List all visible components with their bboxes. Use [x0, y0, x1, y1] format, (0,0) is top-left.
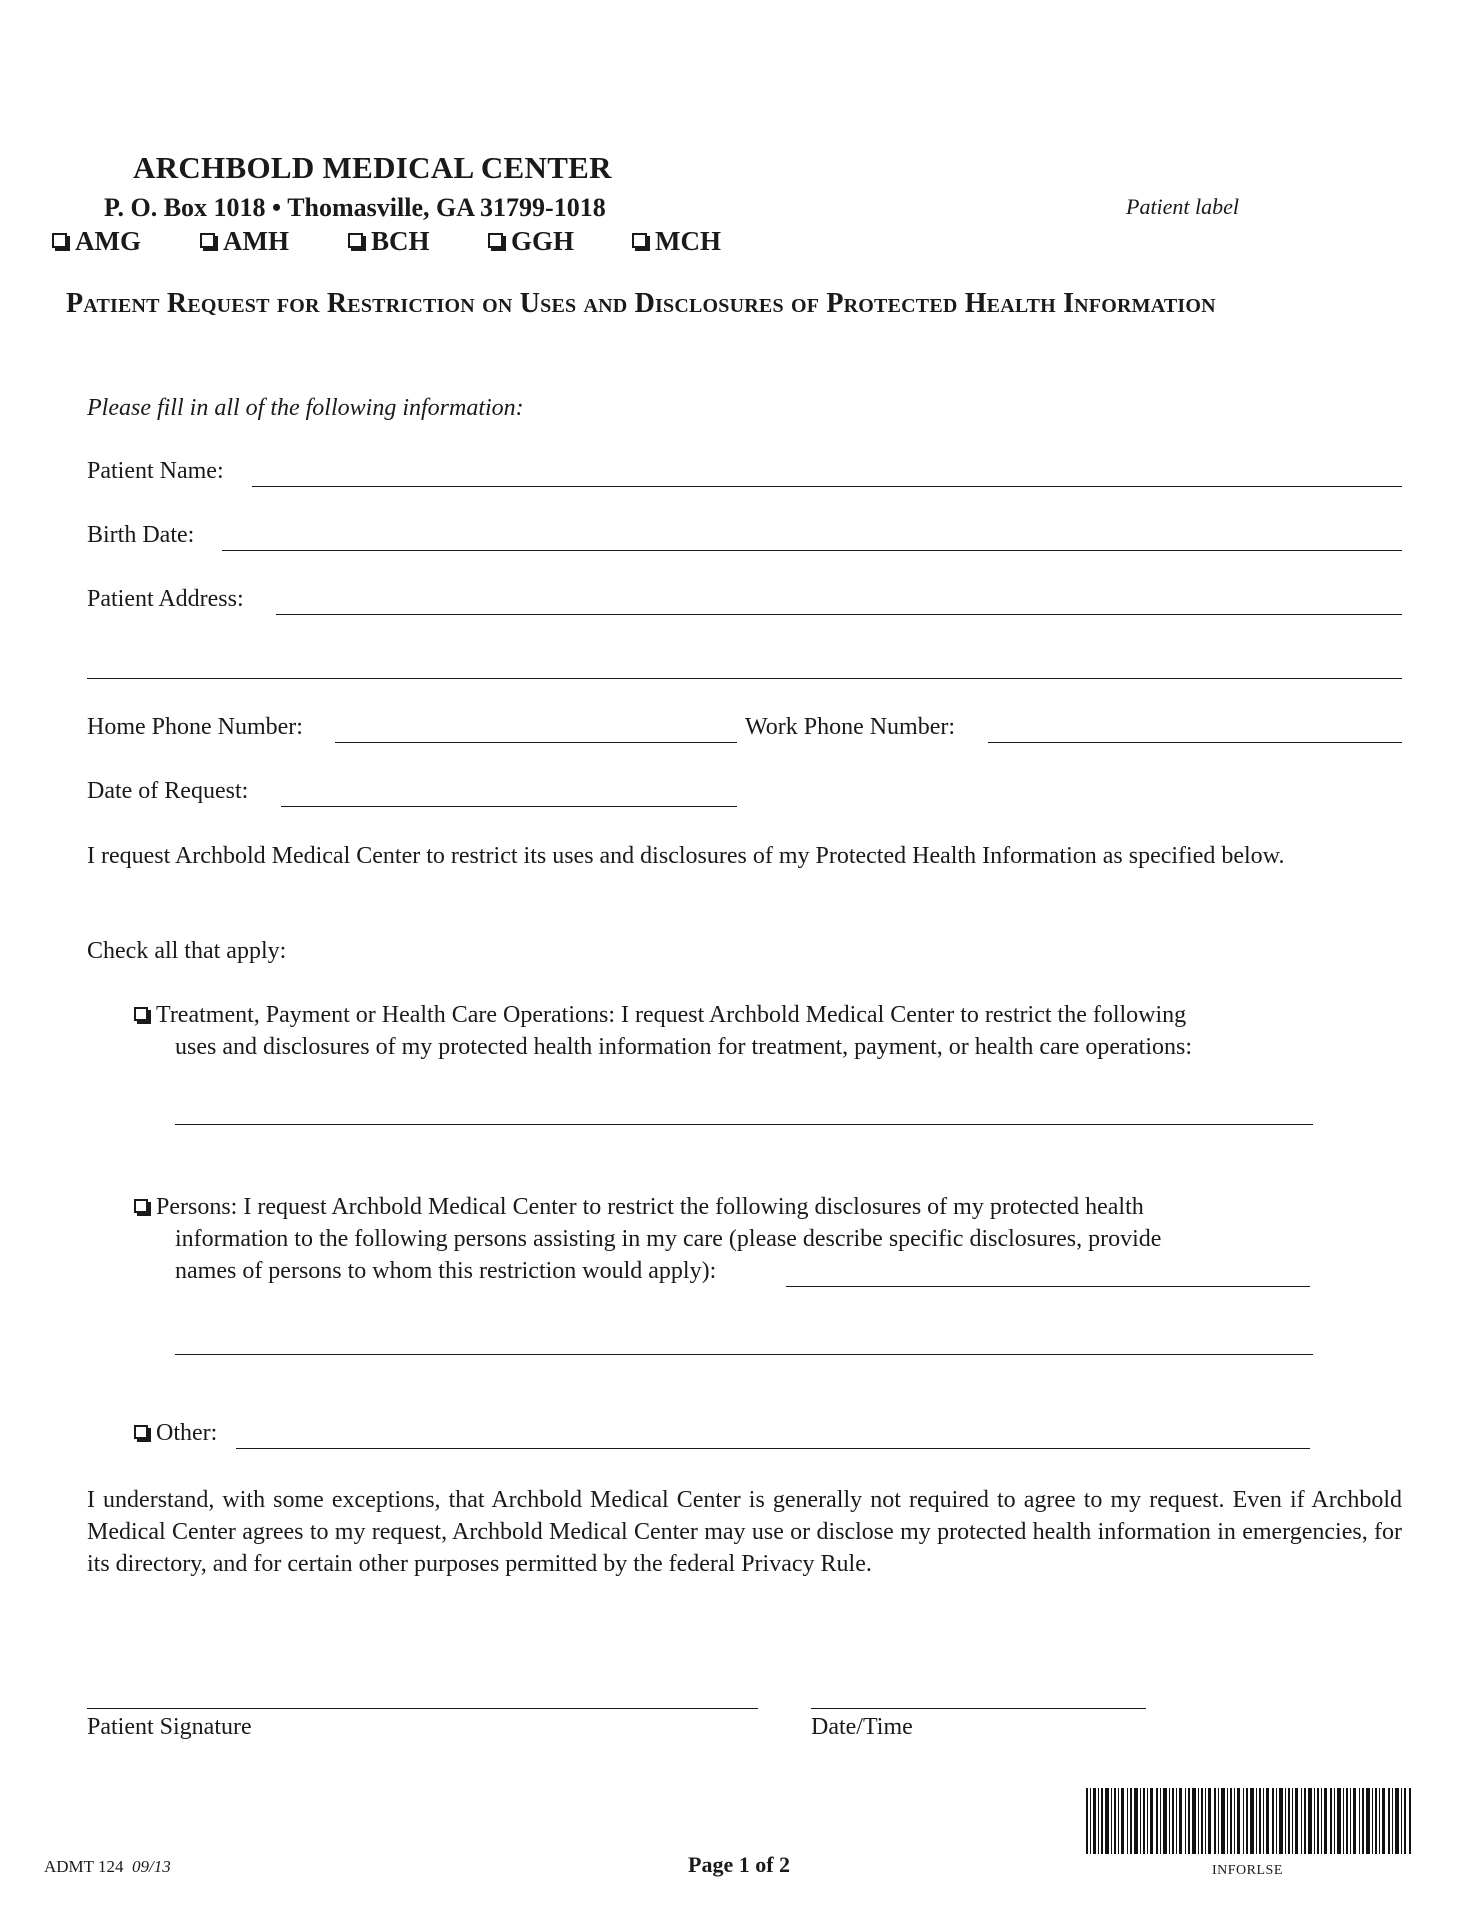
checkbox-icon[interactable] [488, 233, 503, 248]
patient-signature-field[interactable] [87, 1708, 758, 1709]
facility-option-amh[interactable] [200, 226, 289, 257]
patient-name-field[interactable] [252, 486, 1402, 487]
facility-label: AMG [75, 226, 141, 256]
option-treatment-text-line1: Treatment, Payment or Health Care Operations: I request Archbold Medical Center to restrict the following [156, 1002, 1187, 1028]
barcode-caption: INFORLSE [1212, 1863, 1283, 1878]
persons-restriction-field-line2[interactable] [175, 1354, 1313, 1355]
checkbox-icon[interactable] [200, 233, 215, 248]
birth-date-field[interactable] [222, 550, 1402, 551]
home-phone-label: Home Phone Number: [87, 714, 303, 740]
facility-label: GGH [511, 226, 575, 256]
birth-date-label: Birth Date: [87, 522, 195, 548]
option-other-label: Other: [156, 1420, 218, 1446]
checkbox-icon[interactable] [134, 1199, 148, 1213]
work-phone-field[interactable] [988, 742, 1402, 743]
facility-option-bch[interactable] [348, 226, 430, 257]
facility-label: AMH [223, 226, 289, 256]
patient-address-label: Patient Address: [87, 586, 244, 612]
checkbox-icon[interactable] [52, 233, 67, 248]
patient-name-label: Patient Name: [87, 458, 224, 484]
facility-label: BCH [371, 226, 430, 256]
option-treatment-text-line2: uses and disclosures of my protected health information for treatment, payment, or health care operations: [175, 1034, 1192, 1060]
treatment-restriction-field[interactable] [175, 1124, 1313, 1125]
option-persons-text-line1: Persons: I request Archbold Medical Center to restrict the following disclosures of my protected health [156, 1194, 1144, 1220]
home-phone-field[interactable] [335, 742, 737, 743]
patient-address-field[interactable] [276, 614, 1402, 615]
work-phone-label: Work Phone Number: [745, 714, 956, 740]
option-treatment[interactable] [134, 1002, 1186, 1029]
organization-name: ARCHBOLD MEDICAL CENTER [133, 150, 612, 185]
date-time-field[interactable] [811, 1708, 1146, 1709]
page-number: Page 1 of 2 [688, 1852, 791, 1877]
checkbox-icon[interactable] [348, 233, 363, 248]
request-statement: I request Archbold Medical Center to restrict its uses and disclosures of my Protected Health Information as specified below. [87, 843, 1285, 869]
patient-signature-label: Patient Signature [87, 1714, 252, 1740]
date-of-request-field[interactable] [281, 806, 737, 807]
other-restriction-field[interactable] [236, 1448, 1310, 1449]
organization-address: P. O. Box 1018 • Thomasville, GA 31799-1018 [104, 193, 606, 222]
date-of-request-label: Date of Request: [87, 778, 249, 804]
form-version: 09/13 [132, 1857, 171, 1876]
form-title: Patient Request for Restriction on Uses and Disclosures of Protected Health Information [66, 288, 1216, 319]
facility-option-amg[interactable] [52, 226, 141, 257]
checkbox-icon[interactable] [134, 1425, 148, 1439]
form-instructions: Please fill in all of the following information: [87, 395, 524, 421]
form-code [44, 1857, 171, 1877]
form-code-number: ADMT 124 [44, 1857, 124, 1876]
check-all-instruction: Check all that apply: [87, 938, 287, 964]
option-persons-text-line2: information to the following persons assisting in my care (please describe specific disclosures, provide [175, 1226, 1162, 1252]
persons-restriction-field[interactable] [786, 1286, 1310, 1287]
facility-option-mch[interactable] [632, 226, 721, 257]
option-other[interactable] [134, 1420, 217, 1447]
option-persons[interactable] [134, 1194, 1144, 1221]
option-persons-text-line3: names of persons to whom this restriction would apply): [175, 1258, 717, 1284]
date-time-label: Date/Time [811, 1714, 913, 1740]
facility-label: MCH [655, 226, 721, 256]
barcode-image [1086, 1788, 1412, 1854]
facility-option-ggh[interactable] [488, 226, 574, 257]
understanding-statement: I understand, with some exceptions, that Archbold Medical Center is generally not required to agree to my request. Even if Archbold Medical Center agrees to my request, Archbold Medical Center may use or disclose my protected health information in emergencies, for its directory, and for certain other purposes permitted by the federal Privacy Rule. [87, 1487, 1402, 1577]
checkbox-icon[interactable] [134, 1007, 148, 1021]
checkbox-icon[interactable] [632, 233, 647, 248]
patient-label-area: Patient label [1126, 194, 1240, 219]
patient-address-field-line2[interactable] [87, 678, 1402, 679]
